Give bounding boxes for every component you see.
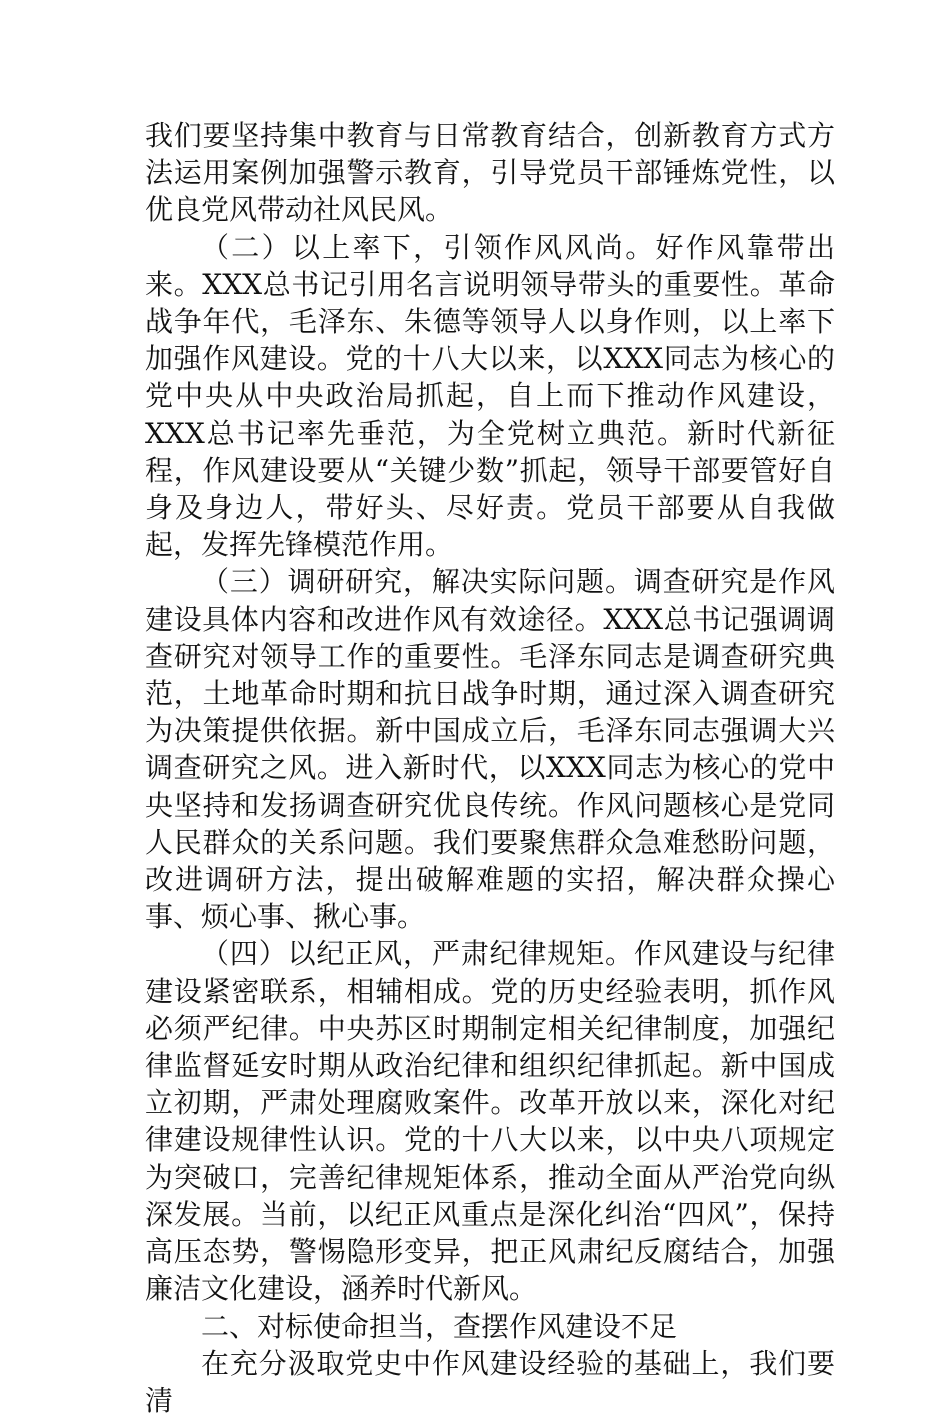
section-heading: 二、对标使命担当，查摆作风建设不足 xyxy=(201,1309,678,1343)
document-body xyxy=(145,117,835,1419)
paragraph-discipline: （四）以纪正风，严肃纪律规矩。作风建设与纪律建设紧密联系，相辅相成。党的历史经验表明，抓作风必须严纪律。中央苏区时期制定相关纪律制度，加强纪律监督延安时期从政治纪律和组织纪律抓起。新中国成立初期，严肃处理腐败案件。改革开放以来，深化对纪律建设规律性认识。党的十八大以来，以中央八项规定为突破口，完善纪律规矩体系，推动全面从严治党向纵深发展。当前，以纪正风重点是深化纠治“四风”，保持高压态势，警惕隐形变异，把正风肃纪反腐结合，加强廉洁文化建设，涵养时代新风。 xyxy=(145,937,835,1306)
paragraph-investigation-research: （三）调研研究，解决实际问题。调查研究是作风建设具体内容和改进作风有效途径。XXX总书记强调调查研究对领导工作的重要性。毛泽东同志是调查研究典范，土地革命时期和抗日战争时期，通过深入调查研究为决策提供依据。新中国成立后，毛泽东同志强调大兴调查研究之风。进入新时代，以XXX同志为核心的党中央坚持和发扬调查研究优良传统。作风问题核心是党同人民群众的关系问题。我们要聚焦群众急难愁盼问题，改进调研方法，提出破解难题的实招，解决群众操心事、烦心事、揪心事。 xyxy=(145,565,835,934)
paragraph-lead-by-example: （二）以上率下，引领作风风尚。好作风靠带出来。XXX总书记引用名言说明领导带头的重要性。革命战争年代，毛泽东、朱德等领导人以身作则，以上率下加强作风建设。党的十八大以来，以XXX同志为核心的党中央从中央政治局抓起，自上而下推动作风建设，XXX总书记率先垂范，为全党树立典范。新时代新征程，作风建设要从“关键少数”抓起，领导干部要管好自身及身边人，带好头、尽好责。党员干部要从自我做起，发挥先锋模范作用。 xyxy=(145,230,835,562)
paragraph-next-section: 在充分汲取党史中作风建设经验的基础上，我们要清 xyxy=(145,1346,835,1417)
paragraph-continuation: 我们要坚持集中教育与日常教育结合，创新教育方式方法运用案例加强警示教育，引导党员干部锤炼党性，以优良党风带动社风民风。 xyxy=(145,119,835,227)
